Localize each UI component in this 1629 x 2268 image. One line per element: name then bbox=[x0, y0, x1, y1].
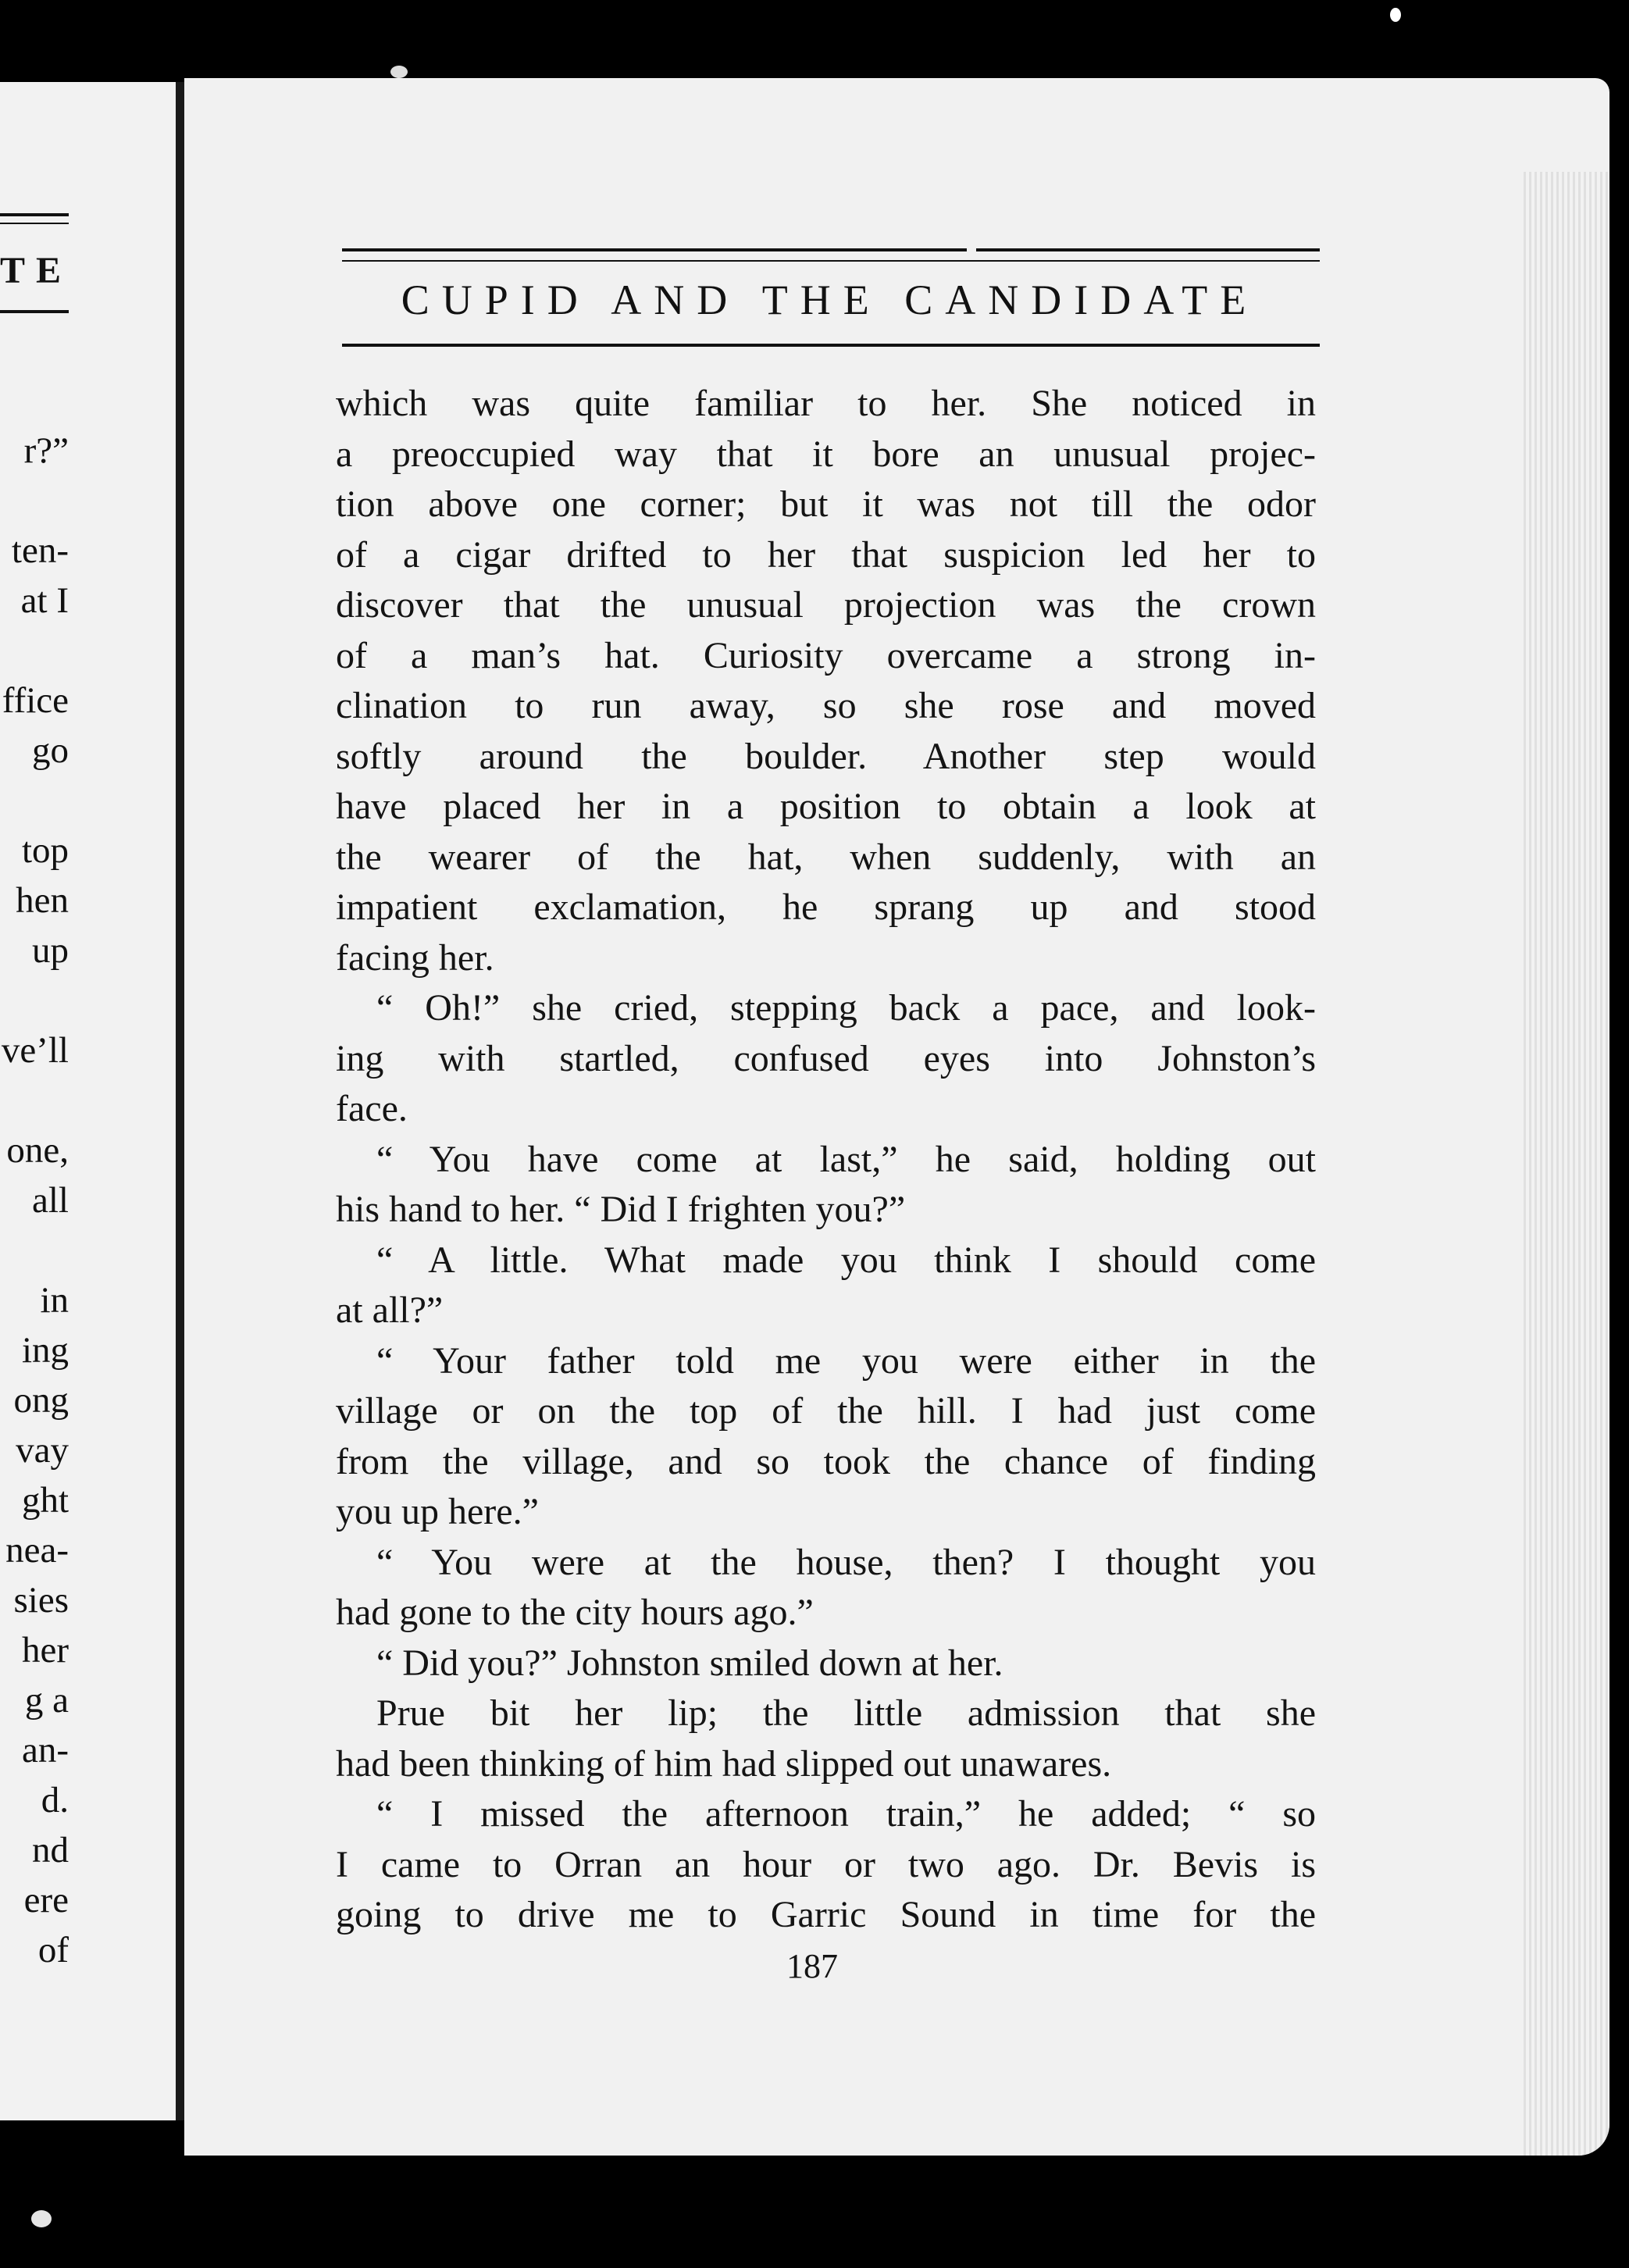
header-rule-bottom bbox=[342, 344, 1320, 347]
left-text-fragment bbox=[0, 626, 69, 676]
text-line: “ I missed the afternoon train,” he added; “ so bbox=[376, 1793, 1316, 1835]
left-text-fragment: ve’ll bbox=[1, 1030, 69, 1071]
left-text-fragment: nea- bbox=[5, 1530, 69, 1571]
text-line: had gone to the city hours ago.” bbox=[336, 1592, 814, 1633]
text-line: have placed her in a position to obtain a look at bbox=[336, 786, 1316, 827]
page-number: 187 bbox=[786, 1947, 838, 1985]
left-text-fragment: go bbox=[32, 730, 69, 771]
left-text-fragment: an- bbox=[21, 1730, 69, 1771]
text-line: going to drive me to Garric Sound in time for the bbox=[336, 1894, 1316, 1935]
left-header-rule-top bbox=[0, 213, 69, 216]
text-line: ing with startled, confused eyes into Johnston’s bbox=[336, 1037, 1316, 1079]
left-text-fragment: ere bbox=[23, 1880, 69, 1920]
text-line: “ Did you?” Johnston smiled down at her. bbox=[376, 1642, 1003, 1684]
text-line: at all?” bbox=[336, 1289, 444, 1331]
left-text-fragment: ght bbox=[21, 1480, 69, 1521]
text-line: “ A little. What made you think I should come bbox=[376, 1239, 1316, 1281]
text-line: clination to run away, so she rose and moved bbox=[336, 685, 1316, 726]
left-text-fragment: ffice bbox=[2, 680, 69, 721]
text-line: you up here.” bbox=[336, 1491, 539, 1532]
page-body-text bbox=[336, 379, 1316, 1941]
text-line: discover that the unusual projection was the crown bbox=[336, 584, 1316, 626]
text-line: his hand to her. “ Did I frighten you?” bbox=[336, 1189, 906, 1230]
left-text-fragment: ong bbox=[13, 1380, 69, 1421]
running-head: CUPID AND THE CANDIDATE bbox=[401, 276, 1259, 323]
text-line: of a man’s hat. Curiosity overcame a strong in- bbox=[336, 634, 1316, 676]
left-text-fragment bbox=[0, 476, 69, 526]
text-line: which was quite familiar to her. She noticed in bbox=[336, 383, 1316, 424]
left-header-rule-bottom bbox=[0, 310, 69, 313]
text-line: had been thinking of him had slipped out unawares. bbox=[336, 1742, 1112, 1785]
text-line: the wearer of the hat, when suddenly, with an bbox=[336, 836, 1316, 878]
text-line: I came to Orran an hour or two ago. Dr. Bevis is bbox=[336, 1843, 1316, 1885]
text-line: impatient exclamation, he sprang up and stood bbox=[336, 886, 1316, 928]
text-line: “ You were at the house, then? I thought you bbox=[376, 1541, 1316, 1583]
left-text-fragment: ing bbox=[21, 1330, 69, 1371]
left-text-fragment bbox=[0, 1075, 69, 1125]
text-line: Prue bit her lip; the little admission that she bbox=[376, 1692, 1316, 1734]
text-line: facing her. bbox=[336, 936, 494, 979]
text-line: face. bbox=[336, 1088, 408, 1129]
left-text-fragment: r?” bbox=[23, 430, 69, 471]
left-text-fragment: ten- bbox=[11, 530, 69, 571]
left-text-fragment: g a bbox=[24, 1680, 69, 1721]
book-gutter bbox=[176, 82, 184, 2120]
left-text-fragment bbox=[0, 1225, 69, 1275]
header-rule-top-thin bbox=[342, 260, 1320, 262]
left-text-fragment bbox=[0, 975, 69, 1025]
left-text-fragment: hen bbox=[16, 880, 69, 921]
left-text-fragment: vay bbox=[16, 1430, 69, 1471]
header-rule-top-left bbox=[342, 248, 967, 251]
text-line: of a cigar drifted to her that suspicion led her to bbox=[336, 533, 1316, 576]
text-line: tion above one corner; but it was not till the odor bbox=[336, 483, 1316, 525]
left-text-fragment: up bbox=[32, 930, 69, 971]
left-text-fragment: d. bbox=[41, 1780, 69, 1820]
text-line: from the village, and so took the chance of finding bbox=[336, 1440, 1316, 1482]
left-text-fragment: her bbox=[21, 1630, 69, 1671]
left-text-fragment: at I bbox=[20, 580, 69, 621]
left-text-fragment: in bbox=[40, 1280, 69, 1321]
text-line: “ Oh!” she cried, stepping back a pace, and look- bbox=[376, 987, 1316, 1029]
left-header-rule-top-thin bbox=[0, 223, 69, 224]
left-text-fragment: all bbox=[32, 1180, 69, 1221]
page-edges bbox=[1524, 172, 1609, 2156]
left-page bbox=[0, 82, 176, 2120]
text-line: softly around the boulder. Another step would bbox=[336, 735, 1316, 777]
dust-speck bbox=[1390, 8, 1401, 22]
text-line: “ You have come at last,” he said, holding out bbox=[376, 1138, 1316, 1180]
left-text-fragment: nd bbox=[32, 1830, 69, 1870]
left-text-fragment bbox=[0, 776, 69, 826]
dust-speck bbox=[390, 66, 408, 78]
left-text-fragment: top bbox=[21, 830, 69, 871]
text-line: a preoccupied way that it bore an unusual projec- bbox=[336, 433, 1316, 475]
left-running-head-fragment: TE bbox=[0, 250, 73, 291]
dust-speck bbox=[31, 2210, 52, 2227]
text-line: village or on the top of the hill. I had just come bbox=[336, 1390, 1316, 1432]
left-page-text-fragments bbox=[0, 426, 69, 1975]
header-rule-top-right bbox=[976, 248, 1320, 251]
text-line: “ Your father told me you were either in the bbox=[376, 1339, 1316, 1382]
left-text-fragment: of bbox=[37, 1930, 69, 1970]
left-text-fragment: one, bbox=[6, 1130, 69, 1171]
left-text-fragment: sies bbox=[13, 1580, 69, 1621]
